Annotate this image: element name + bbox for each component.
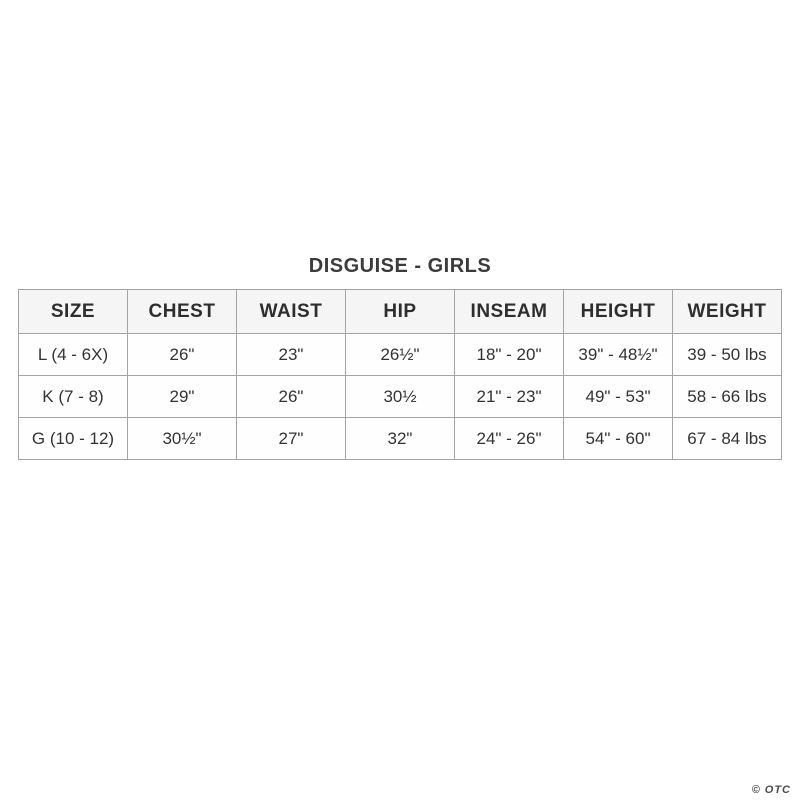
column-header-weight: WEIGHT — [673, 290, 782, 334]
column-header-size: SIZE — [19, 290, 128, 334]
table-row — [19, 418, 782, 460]
table-cell-height: 54" - 60" — [564, 418, 673, 460]
table-cell-inseam: 18" - 20" — [455, 334, 564, 376]
table-cell-size: L (4 - 6X) — [19, 334, 128, 376]
size-chart-table — [18, 289, 782, 460]
table-cell-waist: 23" — [237, 334, 346, 376]
table-cell-hip: 30½ — [346, 376, 455, 418]
table-cell-hip: 32" — [346, 418, 455, 460]
table-cell-height: 39" - 48½" — [564, 334, 673, 376]
otc-watermark: © OTC — [751, 784, 791, 796]
table-row — [19, 376, 782, 418]
table-cell-inseam: 21" - 23" — [455, 376, 564, 418]
table-cell-size: K (7 - 8) — [19, 376, 128, 418]
table-cell-chest: 30½" — [128, 418, 237, 460]
table-header-row — [19, 290, 782, 334]
table-cell-weight: 58 - 66 lbs — [673, 376, 782, 418]
table-cell-weight: 67 - 84 lbs — [673, 418, 782, 460]
table-cell-waist: 26" — [237, 376, 346, 418]
column-header-inseam: INSEAM — [455, 290, 564, 334]
table-row — [19, 334, 782, 376]
table-cell-inseam: 24" - 26" — [455, 418, 564, 460]
table-cell-waist: 27" — [237, 418, 346, 460]
table-cell-chest: 29" — [128, 376, 237, 418]
column-header-chest: CHEST — [128, 290, 237, 334]
table-cell-height: 49" - 53" — [564, 376, 673, 418]
column-header-height: HEIGHT — [564, 290, 673, 334]
table-cell-size: G (10 - 12) — [19, 418, 128, 460]
column-header-hip: HIP — [346, 290, 455, 334]
column-header-waist: WAIST — [237, 290, 346, 334]
table-cell-weight: 39 - 50 lbs — [673, 334, 782, 376]
table-cell-chest: 26" — [128, 334, 237, 376]
table-cell-hip: 26½" — [346, 334, 455, 376]
chart-title: DISGUISE - GIRLS — [308, 255, 492, 277]
